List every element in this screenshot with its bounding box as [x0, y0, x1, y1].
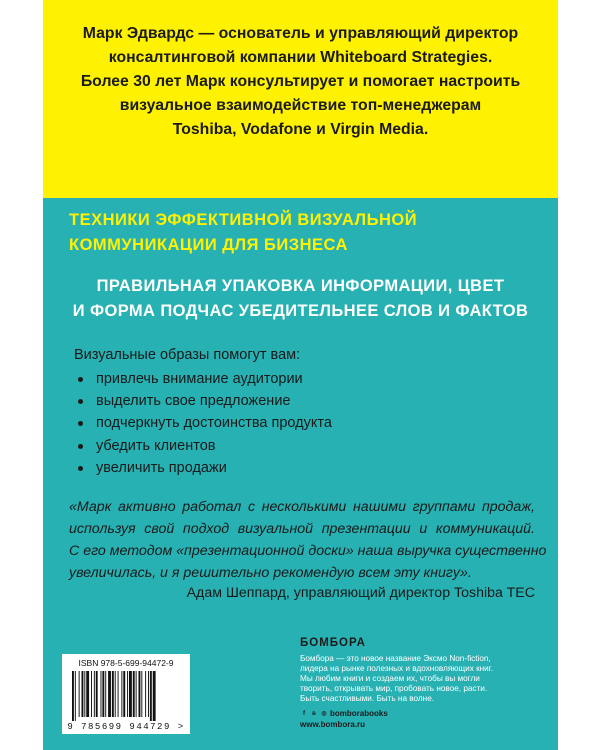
barcode-bar	[150, 671, 152, 721]
quote-line: С его методом «презентационной доски» наша выручка существенно	[69, 543, 547, 559]
social-handle: bomborabooks	[330, 709, 388, 718]
barcode-bar	[79, 671, 80, 717]
benefit-item: увеличить продажи	[74, 457, 514, 479]
barcode-bar	[112, 671, 114, 717]
barcode-bars	[70, 671, 182, 721]
benefit-item: привлечь внимание аудитории	[74, 368, 514, 390]
barcode-bar	[148, 671, 149, 717]
author-bio	[43, 22, 558, 142]
benefit-item: убедить клиентов	[74, 435, 514, 457]
benefit-item: подчеркнуть достоинства продукта	[74, 412, 514, 434]
publisher-description-line: Быть счастливыми. Быть на волне.	[300, 694, 435, 703]
barcode-bar	[108, 671, 111, 717]
isbn-number: ISBN 978-5-699-94472-9	[78, 658, 174, 668]
barcode-bar	[136, 671, 137, 717]
barcode-bar	[115, 671, 116, 717]
facebook-icon: f	[303, 710, 305, 717]
barcode-bar	[129, 671, 132, 717]
barcode-bar	[105, 671, 106, 717]
barcode-bar	[75, 671, 76, 721]
headline	[69, 208, 539, 258]
benefits-intro: Визуальные образы помогут вам:	[74, 347, 301, 363]
barcode-bar	[121, 671, 122, 717]
publisher-description-line: Бомбора — это новое название Эксмо Non-fiction,	[300, 654, 491, 663]
barcode-bar	[123, 671, 125, 717]
quote-author: Адам Шеппард, управляющий директор Toshiba TEC	[186, 585, 535, 601]
barcode-digits: 9 785699 944729 >	[67, 722, 185, 732]
barcode-bar	[82, 671, 84, 717]
barcode-bar	[133, 671, 135, 717]
barcode-bar	[96, 671, 98, 717]
author-bio-line: консалтинговой компании Whiteboard Strategies.	[108, 49, 493, 66]
author-bio-line: Toshiba, Vodafone и Virgin Media.	[172, 121, 429, 138]
barcode-bar	[118, 671, 119, 717]
publisher-social	[300, 709, 550, 718]
publisher-logo: БОМБОРА	[300, 637, 366, 649]
barcode-bar	[141, 671, 142, 717]
publisher-description	[300, 654, 550, 704]
barcode-bar	[102, 671, 104, 717]
author-bio-line: визуальное взаимодействие топ-менеджерам	[119, 97, 482, 114]
barcode-bar	[139, 671, 141, 717]
quote-line: используя свой подход визуальной презентации и коммуникаций.	[69, 521, 535, 537]
author-bio-panel	[43, 0, 558, 198]
publisher-description-line: творить, открывать мир, пробовать новое, расти.	[300, 684, 488, 693]
subheadline-line: И ФОРМА ПОДЧАС УБЕДИТЕЛЬНЕЕ СЛОВ И ФАКТОВ	[72, 302, 529, 320]
barcode-bar	[101, 671, 102, 717]
vk-icon: в	[312, 710, 316, 717]
quote-line: увеличилась, и я решительно рекомендую всем эту книгу».	[69, 565, 472, 581]
book-back-cover	[43, 0, 558, 750]
testimonial-quote	[69, 496, 547, 584]
barcode-bar	[72, 671, 74, 721]
headline-line: ТЕХНИКИ ЭФФЕКТИВНОЙ ВИЗУАЛЬНОЙ	[69, 211, 418, 229]
publisher-block	[300, 637, 550, 729]
barcode-bar	[94, 671, 95, 717]
author-bio-line: Более 30 лет Марк консультирует и помогает настроить	[80, 73, 521, 90]
barcode-bar	[145, 671, 146, 717]
isbn-barcode	[62, 654, 190, 734]
benefit-item: выделить свое предложение	[74, 390, 514, 412]
barcode-bar	[153, 671, 156, 721]
barcode-bar	[91, 671, 92, 717]
barcode-bar	[127, 671, 128, 717]
author-bio-line: Марк Эдвардс — основатель и управляющий директор	[82, 25, 519, 42]
publisher-website: www.bombora.ru	[300, 720, 366, 729]
instagram-icon: ◎	[321, 710, 327, 717]
benefits-list	[74, 345, 514, 479]
publisher-description-line: лидера на рынке полезных и вдохновляющих книг.	[300, 664, 494, 673]
publisher-description-line: Мы любим книги и создаем их, чтобы вы могли	[300, 674, 480, 683]
subheadline-line: ПРАВИЛЬНАЯ УПАКОВКА ИНФОРМАЦИИ, ЦВЕТ	[96, 277, 505, 295]
headline-line: КОММУНИКАЦИИ ДЛЯ БИЗНЕСА	[69, 236, 348, 254]
subheadline	[43, 274, 558, 324]
barcode-bar	[86, 671, 89, 717]
barcode-bar	[84, 671, 85, 717]
quote-line: «Марк активно работал с несколькими нашими группами продаж,	[69, 499, 535, 515]
